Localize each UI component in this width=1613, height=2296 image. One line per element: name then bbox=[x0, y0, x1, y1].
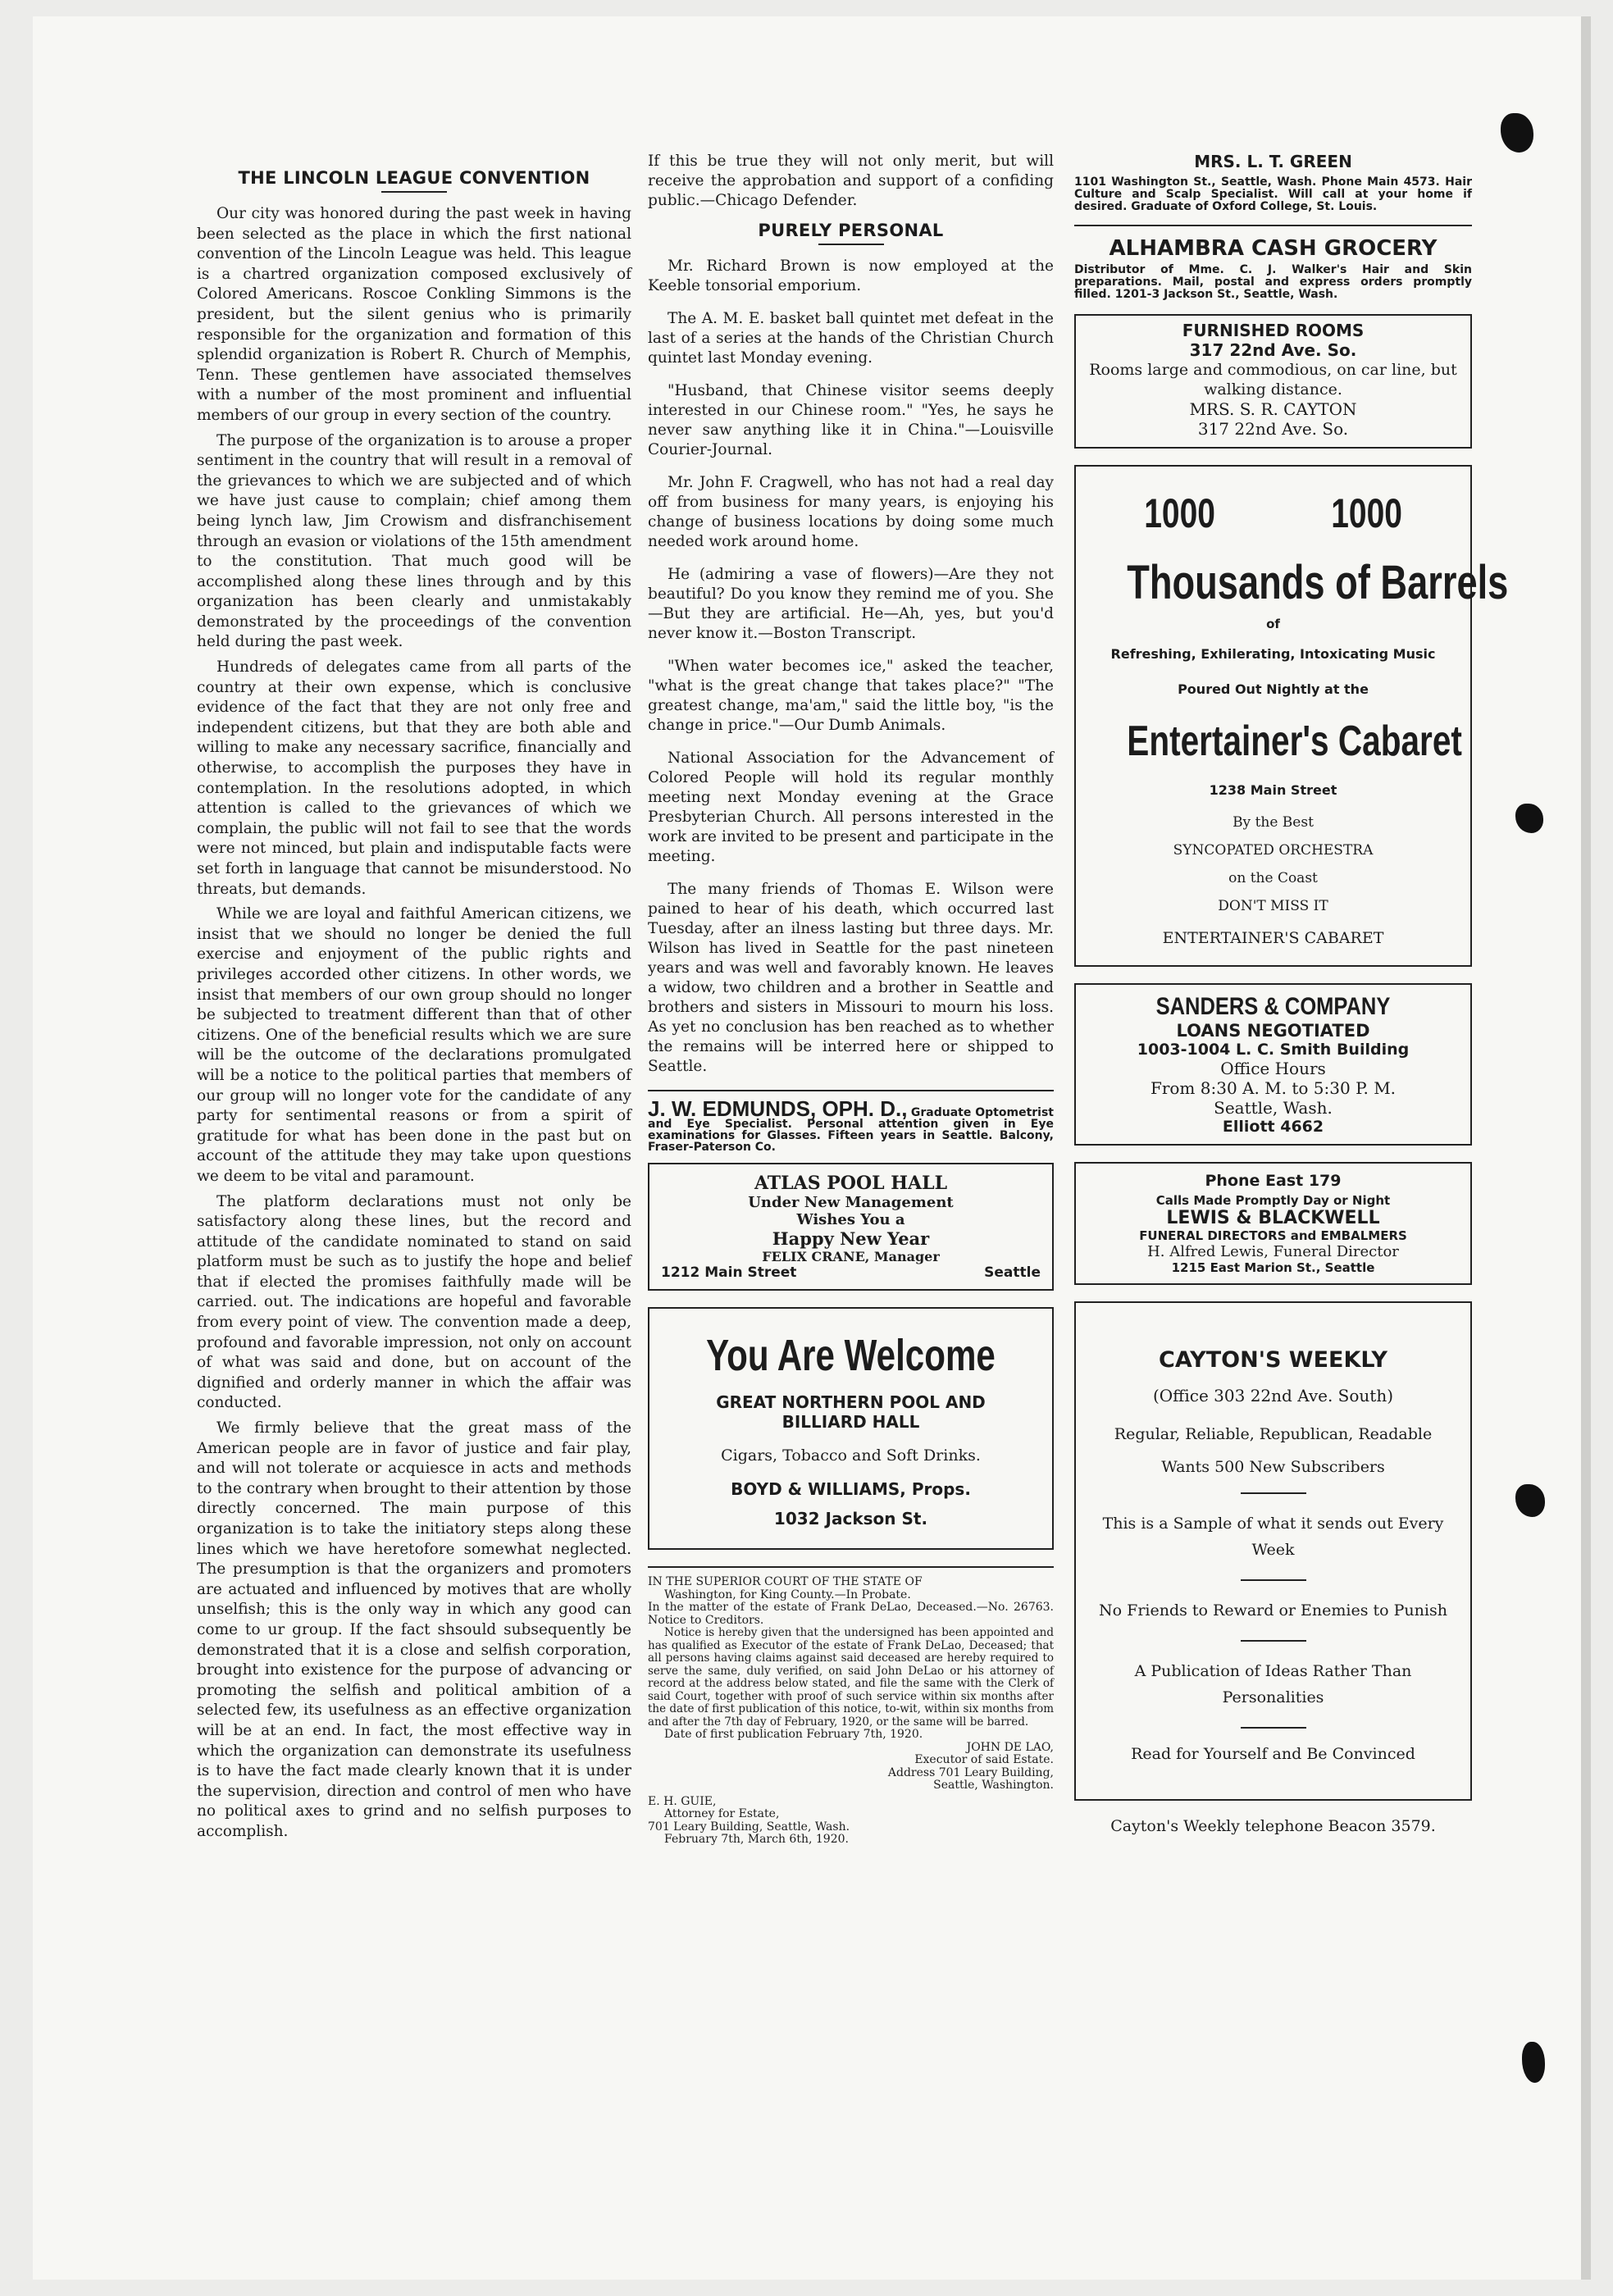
heading-rule bbox=[381, 191, 447, 193]
lewis-blackwell-ad bbox=[1074, 1162, 1472, 1285]
atlas-manager: FELIX CRANE, Manager bbox=[762, 1249, 940, 1264]
divider bbox=[1241, 1727, 1306, 1729]
page-edge bbox=[1581, 16, 1591, 2280]
cabaret-title: Thousands of Barrels bbox=[1127, 556, 1509, 609]
edmunds-ad bbox=[648, 1090, 1054, 1153]
cabaret-line: By the Best bbox=[1233, 814, 1314, 831]
column-personal bbox=[648, 152, 1054, 1847]
heading-rule bbox=[818, 244, 884, 245]
lewis-line: Phone East 179 bbox=[1205, 1172, 1342, 1190]
cayton-line: No Friends to Reward or Enemies to Punish bbox=[1099, 1601, 1447, 1620]
notice-line: Seattle, Washington. bbox=[933, 1779, 1054, 1792]
great-northern-ad bbox=[648, 1307, 1054, 1550]
section-heading: PURELY PERSONAL bbox=[758, 221, 944, 240]
cabaret-line: ENTERTAINER'S CABARET bbox=[1162, 929, 1384, 947]
green-ad bbox=[1074, 152, 1472, 213]
cabaret-number: 1000 bbox=[1331, 490, 1403, 536]
atlas-address: 1212 Main Street bbox=[661, 1264, 797, 1281]
ink-blot bbox=[1501, 113, 1533, 153]
sanders-title: SANDERS & COMPANY bbox=[1155, 993, 1391, 1020]
notice-line: JOHN DE LAO, bbox=[966, 1740, 1054, 1754]
cabaret-line: Poured Out Nightly at the bbox=[1178, 681, 1369, 697]
cabaret-address: 1238 Main Street bbox=[1209, 782, 1337, 798]
cayton-line: Read for Yourself and Be Convinced bbox=[1131, 1745, 1415, 1763]
column-editorial bbox=[197, 152, 631, 1847]
atlas-title: ATLAS POOL HALL bbox=[754, 1173, 948, 1194]
notice-line: Washington, for King County.—In Probate. bbox=[664, 1588, 911, 1601]
rooms-text: Rooms large and commodious, on car line, but walking distance. bbox=[1089, 361, 1457, 399]
notice-line: IN THE SUPERIOR COURT OF THE STATE OF bbox=[648, 1575, 923, 1588]
atlas-line: Happy New Year bbox=[772, 1228, 930, 1249]
cabaret-line: on the Coast bbox=[1228, 870, 1318, 886]
lewis-line: FUNERAL DIRECTORS and EMBALMERS bbox=[1139, 1228, 1407, 1243]
cayton-office: (Office 303 22nd Ave. South) bbox=[1152, 1386, 1394, 1405]
welcome-line: GREAT NORTHERN POOL AND bbox=[716, 1392, 986, 1412]
ink-blot bbox=[1515, 804, 1543, 833]
column-ads bbox=[1074, 152, 1509, 1835]
rooms-name: MRS. S. R. CAYTON bbox=[1189, 399, 1357, 419]
welcome-address: 1032 Jackson St. bbox=[773, 1509, 928, 1528]
lewis-line: 1215 East Marion St., Seattle bbox=[1171, 1260, 1375, 1275]
alhambra-text: Distributor of Mme. C. J. Walker's Hair and Skin preparations. Mail, postal and express orders promptly filled. 1201-3 Jackson St., Seattle, Wash. bbox=[1074, 263, 1472, 301]
caytons-weekly-ad bbox=[1074, 1301, 1472, 1801]
atlas-line: Under New Management bbox=[748, 1194, 954, 1211]
article-paragraph: Our city was honored during the past week in having been selected as the place in which the first national convention of the Lincoln League was held. This league is a chartred organization composed exclusively of Colored Americans. Roscoe Conkling Simmons is the president, but the silent genius who is primarily responsible for the organization and formation of this splendid organization is Robert R. Church of Memphis, Tenn. These gentlemen have associated themselves with a number of the most prominent and influential members of our group in every section of the country. bbox=[197, 205, 631, 424]
lewis-line: Calls Made Promptly Day or Night bbox=[1155, 1193, 1391, 1208]
furnished-rooms-ad bbox=[1074, 314, 1472, 449]
alhambra-name: ALHAMBRA CASH GROCERY bbox=[1109, 236, 1438, 261]
notice-line: In the matter of the estate of Frank DeLao, Deceased.—No. 26763. Notice to Creditors. bbox=[648, 1601, 1054, 1627]
sanders-line: Seattle, Wash. bbox=[1214, 1098, 1333, 1118]
notice-line: Date of first publication February 7th, 1920. bbox=[664, 1728, 923, 1741]
personal-item: National Association for the Advancement of Colored People will hold its regular monthly meeting next Monday evening at the Grace Presbyterian Church. All persons interested in the work are invited to be present and participate in the meeting. bbox=[648, 749, 1054, 865]
cayton-title: CAYTON'S WEEKLY bbox=[1159, 1347, 1387, 1373]
notice-line: Notice is hereby given that the undersigned has been appointed and has qualified as Executor of the estate of Frank DeLao, Deceased; that all persons having claims against said deceased are hereby required to serve the same, duly verified, on said John DeLao or his attorney of record at the address below stated, and file the same with the Clerk of said Court, together with proof of such service within six months after the date of first publication of this notice, to-wit, within six months from and after the 7th day of February, 1920, or the same will be barred. bbox=[648, 1626, 1054, 1729]
article-paragraph: The platform declarations must not only be satisfactory along these lines, but the record and attitude of the candidate nominated to stand on said platform must be such as to justify the hope and belief that if elected the promises faithfully made will be carried. out. The indications are hopeful and favorable from every point of view. The convention made a deep, profound and favorable impression, not only on account of what was said and done, but on account of the dignified and orderly manner in which the affair was conducted. bbox=[197, 1192, 631, 1412]
cabaret-name: Entertainer's Cabaret bbox=[1127, 718, 1462, 765]
cayton-line: This is a Sample of what it sends out Every Week bbox=[1102, 1515, 1444, 1559]
personal-item: The A. M. E. basket ball quintet met defeat in the last of a series at the hands of the Christian Church quintet last Monday evening. bbox=[648, 310, 1054, 367]
personal-item: Mr. John F. Cragwell, who has not had a real day off from business for many years, is enjoying his change of business locations by doing some much needed work around home. bbox=[648, 474, 1054, 550]
atlas-line: Wishes You a bbox=[796, 1211, 905, 1228]
article-paragraph: Hundreds of delegates came from all parts of the country at their own expense, which is conclusive evidence of the fact that they are not only free and independent citizens, but that they are both able and willing to make any necessary sacrifice, financially and otherwise, to accomplish the purposes they have in contemplation. In the resolutions adopted, in which attention is called to the grievances of which we complain, the public will not fail to see that the words were not minced, but plain and indisputable facts were set forth in language that cannot be misunderstood. No threats, but demands. bbox=[197, 658, 631, 898]
rooms-address: 317 22nd Ave. So. bbox=[1189, 340, 1357, 360]
edmunds-name: J. W. EDMUNDS, OPH. D., bbox=[648, 1096, 908, 1121]
rooms-title: FURNISHED ROOMS bbox=[1182, 321, 1365, 340]
article-paragraph: The purpose of the organization is to arouse a proper sentiment in the country that will result in a removal of the grievances to which we are subjected and of which we have just cause to complain; chief among them being lynch law, Jim Crowism and disfranchisement through an evasion or violations of the 15th amendment to the constitution. That much good will be accomplished along these lines through and by this organization has been clearly and unmistakably demonstrated by the proceedings of the convention held during the past week. bbox=[197, 431, 631, 651]
article-paragraph: We firmly believe that the great mass of the American people are in favor of justice and fair play, and will not tolerate or acquiesce in acts and methods to the contrary when brought to their attention by those directly concerned. The main purpose of this organization is to take the initiatory steps along these lines which we have heretofore somewhat neglected. The presumption is that the organizers and promoters are actuated and influenced by motives that are wholly unselfish; this is the only way in which any good can come to ur group. If the fact shsould subsequently be demonstrated that it is a close and selfish corporation, brought into existence for the purpose of advancing or promoting the selfish and political ambition of a selected few, its usefulness as an effective organization will be at an end. In fact, the most effective way in which the organization can demonstrate its usefulness is to have the fact made clearly known that it is under the supervision, direction and control of men who have no political axes to grind and no selfish purposes to accomplish. bbox=[197, 1419, 631, 1840]
cabaret-line: Refreshing, Exhilerating, Intoxicating Music bbox=[1110, 646, 1436, 662]
cabaret-numbers bbox=[1086, 490, 1460, 537]
alhambra-ad bbox=[1074, 236, 1472, 301]
notice-line: 701 Leary Building, Seattle, Wash. bbox=[648, 1820, 850, 1834]
edmunds-text: Graduate Optometrist and Eye Specialist. Personal attention given in Eye examinations for Glasses. Fifteen years in Seattle. Balcony, Fraser-Paterson Co. bbox=[648, 1106, 1054, 1154]
cabaret-line: SYNCOPATED ORCHESTRA bbox=[1173, 842, 1374, 859]
lewis-title: LEWIS & BLACKWELL bbox=[1166, 1208, 1380, 1228]
green-name: MRS. L. T. GREEN bbox=[1194, 152, 1352, 171]
sanders-line: 1003-1004 L. C. Smith Building bbox=[1137, 1041, 1410, 1059]
rooms-address: 317 22nd Ave. So. bbox=[1197, 419, 1349, 439]
divider bbox=[1241, 1492, 1306, 1494]
personal-item: The many friends of Thomas E. Wilson were pained to hear of his death, which occurred last Tuesday, after an ilness lasting but three days. Mr. Wilson has lived in Seattle for the past nineteen years and was well and favorably known. He leaves a widow, two children and a brother in Seattle and brothers and sisters in Missouri to mourn his loss. As yet no conclusion has ben reached as to whether the remains will be interred here or shipped to Seattle. bbox=[648, 881, 1054, 1075]
personal-item: He (admiring a vase of flowers)—Are they not beautiful? Do you know they remind me of you. She—But they are artificial. He—Ah, yes, but you'd never know it.—Boston Transcript. bbox=[648, 566, 1054, 642]
cayton-line: Wants 500 New Subscribers bbox=[1161, 1458, 1385, 1476]
probate-notice bbox=[648, 1566, 1054, 1847]
notice-line: Executor of said Estate. bbox=[914, 1753, 1054, 1766]
article-continuation: If this be true they will not only merit, but will receive the approbation and support of a confiding public.—Chicago Defender. bbox=[648, 153, 1054, 209]
atlas-pool-hall-ad bbox=[648, 1163, 1054, 1291]
cayton-line: Regular, Reliable, Republican, Readable bbox=[1114, 1425, 1433, 1443]
article-paragraph: While we are loyal and faithful American citizens, we insist that we should no longer be denied the full exercise and enjoyment of the public rights and privileges accorded other citizens. In other words, we insist that members of our own group should no longer be subjected to treatment different than that of other citizens. One of the beneficial results which we are sure will be the outcome of the declarations promulgated will be a notice to the political parties that members of our group will no longer vote for the candidate of any party for sentimental reasons or from a spirit of gratitude for what has been done in the past but on account of the attitude they may take upon questions we deem to be vital and paramount. bbox=[197, 905, 631, 1185]
sanders-line: LOANS NEGOTIATED bbox=[1176, 1021, 1370, 1041]
welcome-title: You Are Welcome bbox=[706, 1331, 996, 1380]
ink-blot bbox=[1515, 1484, 1545, 1517]
cabaret-number: 1000 bbox=[1143, 490, 1215, 536]
notice-line: February 7th, March 6th, 1920. bbox=[664, 1833, 849, 1846]
cabaret-line: DON'T MISS IT bbox=[1218, 898, 1328, 914]
green-text: 1101 Washington St., Seattle, Wash. Phone Main 4573. Hair Culture and Scalp Specialist. Will call at your home if desired. Graduate of Oxford College, St. Louis. bbox=[1074, 175, 1472, 213]
welcome-line: Cigars, Tobacco and Soft Drinks. bbox=[721, 1446, 981, 1465]
welcome-props: BOYD & WILLIAMS, Props. bbox=[731, 1479, 971, 1499]
lewis-line: H. Alfred Lewis, Funeral Director bbox=[1147, 1243, 1399, 1260]
atlas-address-row bbox=[661, 1264, 1041, 1281]
sanders-phone: Elliott 4662 bbox=[1222, 1118, 1324, 1136]
notice-line: E. H. GUIE, bbox=[648, 1794, 717, 1808]
cayton-line: A Publication of Ideas Rather Than Personalities bbox=[1134, 1662, 1412, 1706]
notice-line: Address 701 Leary Building, bbox=[887, 1765, 1054, 1779]
cabaret-of: of bbox=[1266, 617, 1280, 631]
personal-item: "When water becomes ice," asked the teacher, "what is the great change that takes place?" "The greatest change, ma'am," said the little boy, "is the change in price."—Our Dumb Animals. bbox=[648, 658, 1054, 734]
divider bbox=[1241, 1579, 1306, 1581]
ink-blot bbox=[1522, 2042, 1545, 2083]
welcome-line: BILLIARD HALL bbox=[781, 1412, 920, 1432]
notice-line: Attorney for Estate, bbox=[664, 1807, 780, 1820]
sanders-ad bbox=[1074, 983, 1472, 1146]
personal-item: Mr. Richard Brown is now employed at the Keeble tonsorial emporium. bbox=[648, 257, 1054, 294]
sanders-line: Office Hours bbox=[1220, 1059, 1326, 1078]
article-heading: THE LINCOLN LEAGUE CONVENTION bbox=[238, 168, 590, 188]
personal-item: "Husband, that Chinese visitor seems deeply interested in our Chinese room." "Yes, he says he never saw anything like it in China."—Louisville Courier-Journal. bbox=[648, 382, 1054, 458]
cayton-footer: Cayton's Weekly telephone Beacon 3579. bbox=[1110, 1817, 1436, 1835]
divider bbox=[1241, 1640, 1306, 1642]
sanders-line: From 8:30 A. M. to 5:30 P. M. bbox=[1150, 1078, 1397, 1098]
cabaret-ad bbox=[1074, 465, 1509, 967]
atlas-city: Seattle bbox=[984, 1264, 1041, 1281]
divider bbox=[1074, 225, 1472, 226]
newspaper-page bbox=[33, 16, 1591, 2280]
